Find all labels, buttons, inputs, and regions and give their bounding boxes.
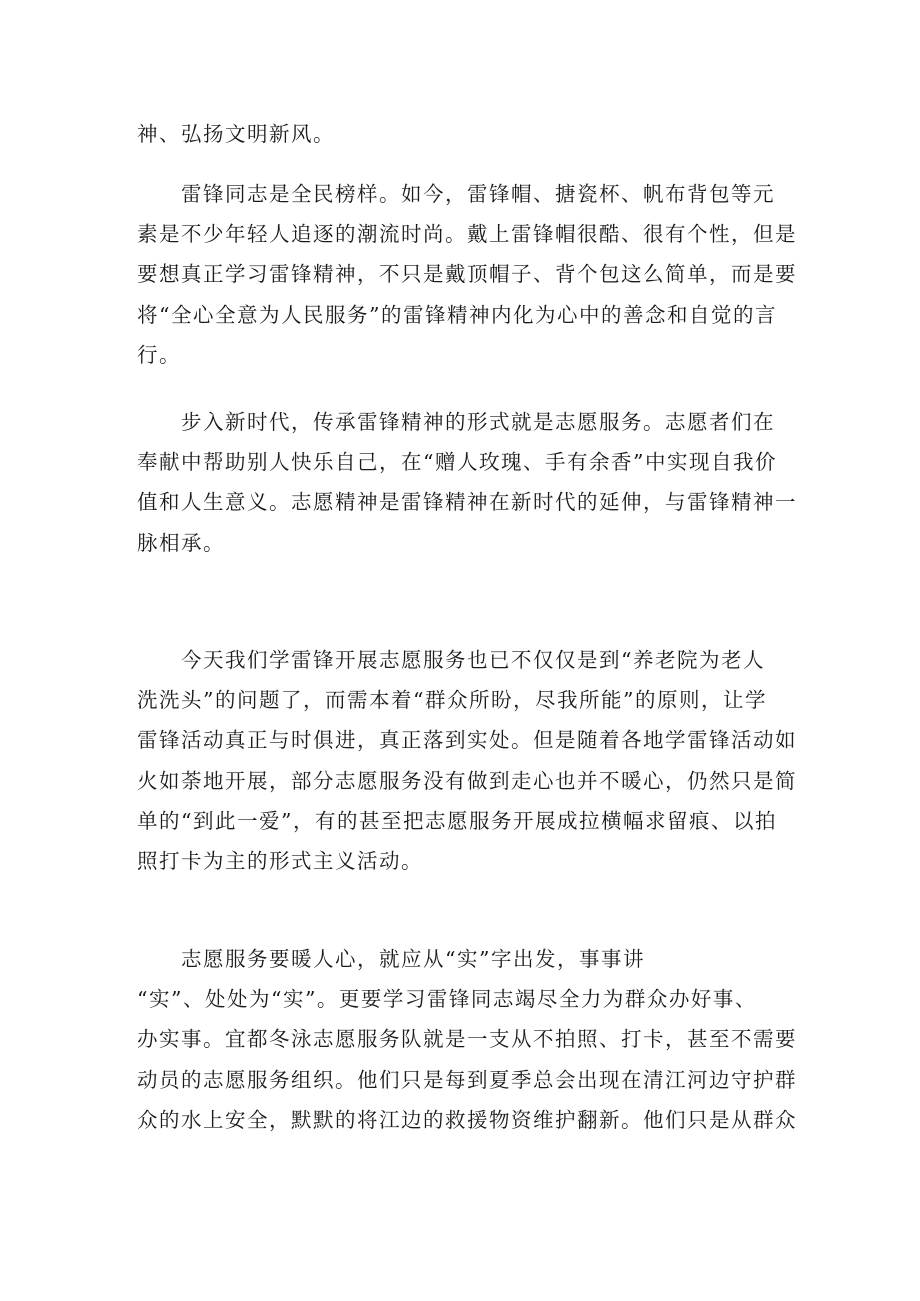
- text-line: 办实事。宜都冬泳志愿服务队就是一支从不拍照、打卡，甚至不需要: [137, 1027, 797, 1052]
- text-line: 照打卡为主的形式主义活动。: [137, 848, 423, 873]
- text-line: 众的水上安全，默默的将江边的救援物资维护翻新。他们只是从群众: [137, 1107, 797, 1132]
- paragraph-4: [137, 640, 797, 881]
- text-line: 洗洗头”的问题了，而需本着“群众所盼，尽我所能”的原则，让学: [137, 688, 767, 713]
- text-line: 将“全心全意为人民服务”的雷锋精神内化为心中的善念和自觉的言: [137, 302, 777, 327]
- text-line: 单的“到此一爱”，有的甚至把志愿服务开展成拉横幅求留痕、以拍: [137, 808, 777, 833]
- text-line: 值和人生意义。志愿精神是雷锋精神在新时代的延伸，与雷锋精神一: [137, 490, 797, 515]
- text-line: 今天我们学雷锋开展志愿服务也已不仅仅是到“养老院为老人: [181, 648, 765, 672]
- text-line: 奉献中帮助别人快乐自己，在“赠人玫瑰、手有余香”中实现自我价: [137, 450, 777, 475]
- text-line: 脉相承。: [137, 530, 225, 555]
- text-line: 志愿服务要暖人心，就应从“实”字出发，事事讲: [181, 947, 645, 971]
- paragraph-3: [137, 402, 797, 563]
- paragraph-1: [137, 114, 335, 154]
- text-line: 素是不少年轻人追逐的潮流时尚。戴上雷锋帽很酷、很有个性，但是: [137, 222, 797, 247]
- text-line: 步入新时代，传承雷锋精神的形式就是志愿服务。志愿者们在: [181, 410, 775, 434]
- paragraph-2: [137, 174, 797, 375]
- text-line: 动员的志愿服务组织。他们只是每到夏季总会出现在清江河边守护群: [137, 1067, 797, 1092]
- paragraph-5: [137, 939, 797, 1140]
- text-line: 火如荼地开展，部分志愿服务没有做到走心也并不暖心，仍然只是简: [137, 768, 797, 793]
- text-line: 行。: [137, 342, 181, 367]
- text-line: “实”、处处为“实”。更要学习雷锋同志竭尽全力为群众办好事、: [137, 987, 757, 1012]
- text-line: 神、弘扬文明新风。: [137, 122, 335, 146]
- text-line: 雷锋同志是全民榜样。如今，雷锋帽、搪瓷杯、帆布背包等元: [181, 182, 775, 206]
- text-line: 要想真正学习雷锋精神，不只是戴顶帽子、背个包这么简单，而是要: [137, 262, 797, 287]
- text-line: 雷锋活动真正与时俱进，真正落到实处。但是随着各地学雷锋活动如: [137, 728, 797, 753]
